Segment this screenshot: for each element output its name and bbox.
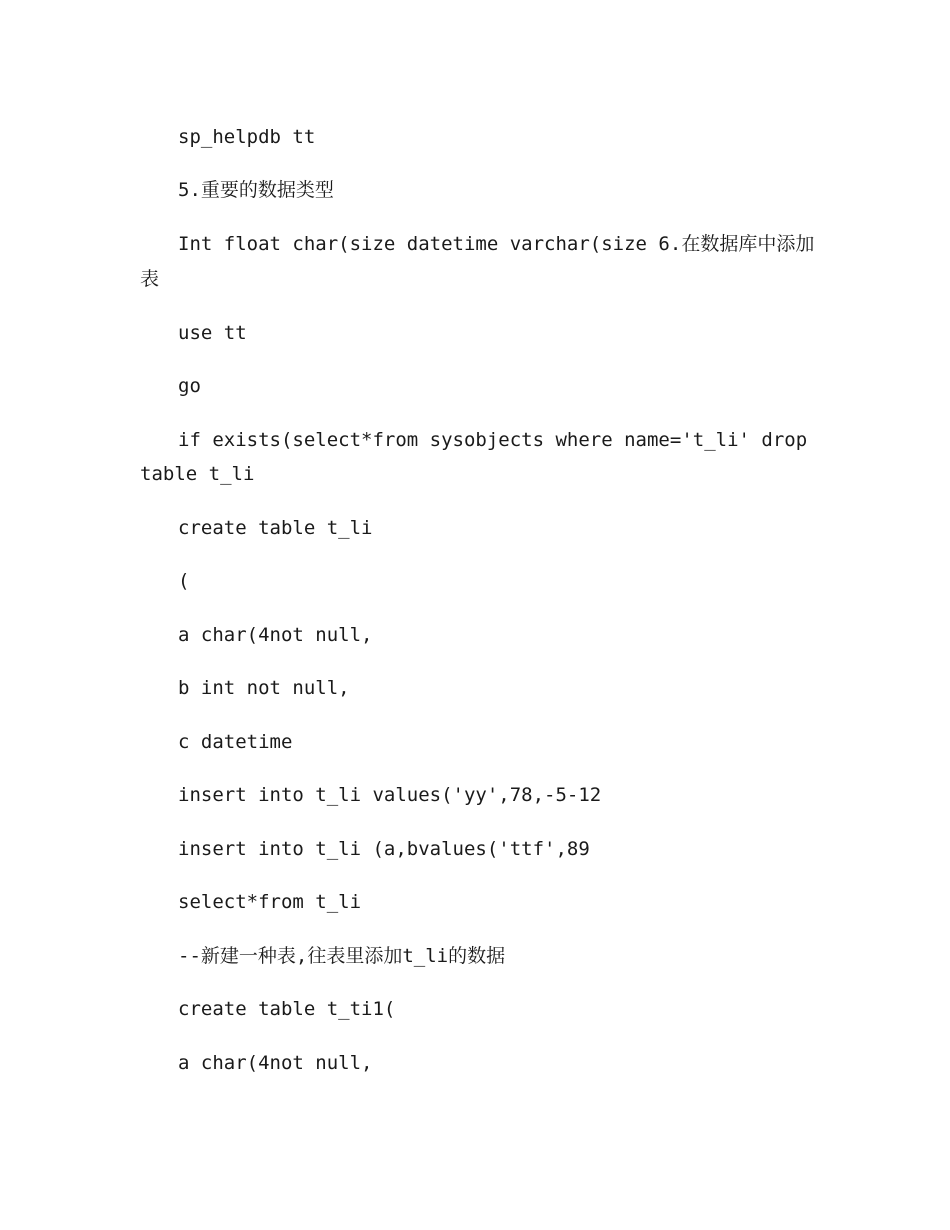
comment-line: --新建一种表,往表里添加t_li的数据 [178, 945, 506, 967]
text-line: Int float char(size datetime varchar(size 6.在数据库中添加 [178, 233, 815, 255]
code-line: insert into t_li values('yy',78,-5-12 [178, 784, 602, 806]
code-line: use tt [178, 322, 247, 344]
code-line: create table t_ti1( [178, 998, 396, 1020]
code-line: create table t_li [178, 517, 373, 539]
code-line: a char(4not null, [178, 1052, 373, 1074]
code-line: ( [178, 570, 190, 592]
text-line: sp_helpdb tt [178, 126, 316, 148]
code-line: a char(4not null, [178, 624, 373, 646]
code-line: go [178, 375, 201, 397]
code-line: b int not null, [178, 677, 350, 699]
code-line: c datetime [178, 731, 293, 753]
code-line: select*from t_li [178, 891, 362, 913]
text-line: 表 [140, 268, 160, 290]
code-line: if exists(select*from sysobjects where name='t_li' drop [178, 429, 808, 451]
code-line: insert into t_li (a,bvalues('ttf',89 [178, 838, 590, 860]
code-line: table t_li [140, 463, 255, 485]
section-heading: 5.重要的数据类型 [178, 179, 334, 201]
